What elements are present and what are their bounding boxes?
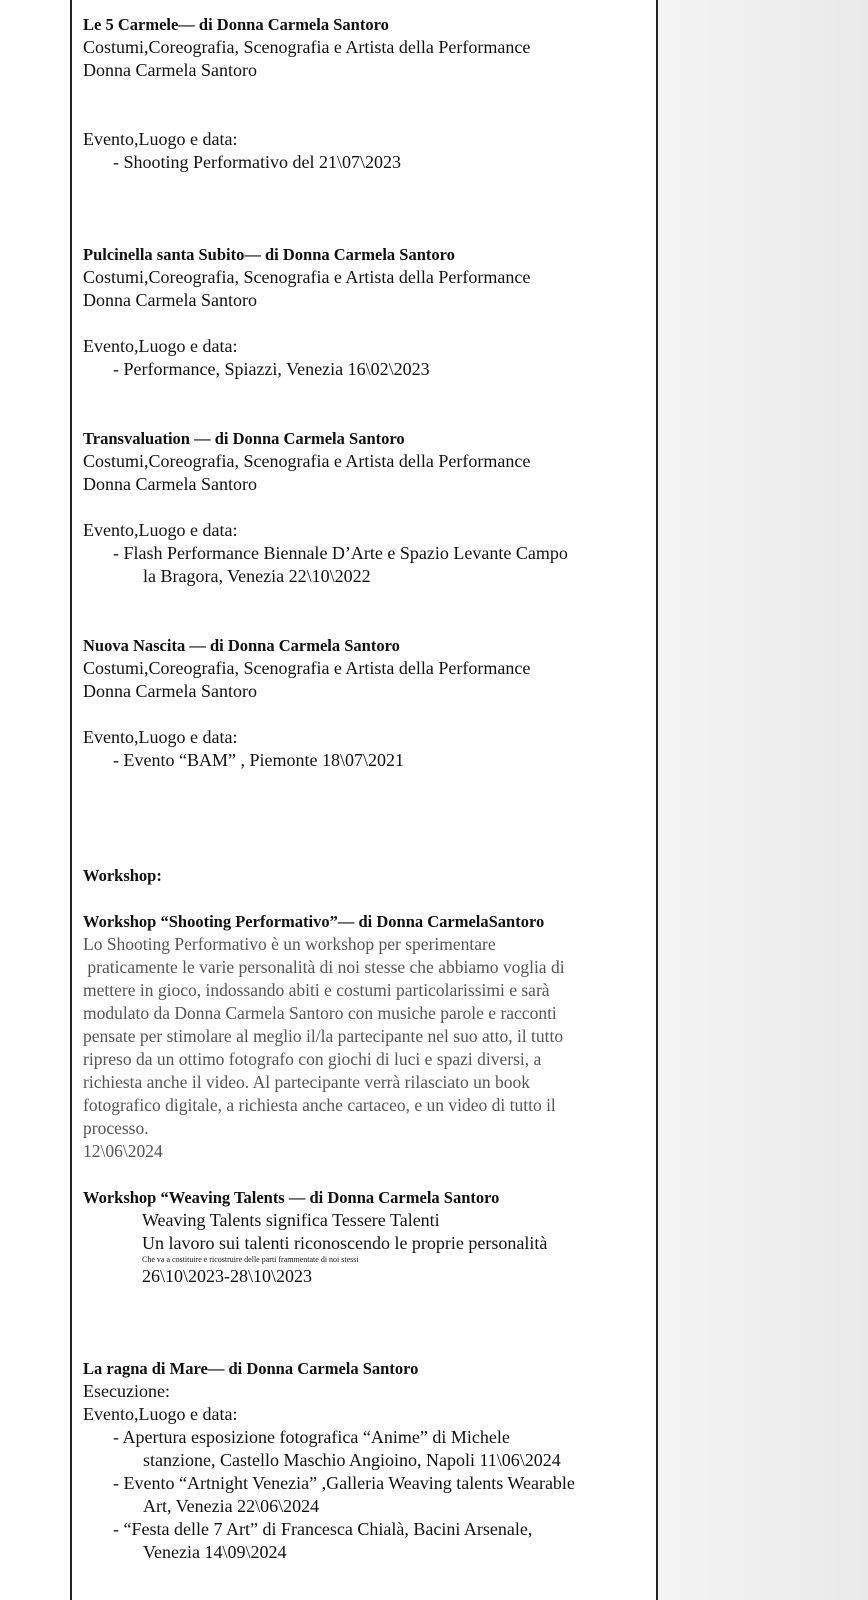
event-item-text: - “Festa delle 7 Art” di Francesca Chialà, Bacini Arsenale,	[113, 1519, 533, 1539]
event-label: Evento,Luogo e data:	[83, 129, 238, 149]
workshop-entry	[83, 910, 653, 1163]
performance-entry	[83, 634, 653, 772]
entry-credits-name: Donna Carmela Santoro	[83, 290, 257, 310]
performance-entry	[83, 13, 653, 174]
event-item-continuation: la Bragora, Venezia 22\10\2022	[143, 566, 371, 586]
event-item-text: - Flash Performance Biennale D’Arte e Spazio Levante Campo	[113, 543, 568, 563]
entry-credits: Costumi,Coreografia, Scenografia e Artista della Performance	[83, 658, 531, 678]
performance-entry	[83, 243, 653, 381]
event-item-text: - Apertura esposizione fotografica “Anime” di Michele	[113, 1427, 510, 1447]
entry-title: Le 5 Carmele— di Donna Carmela Santoro	[83, 15, 389, 34]
workshop-small-note: Che va a costituire e ricostruire delle parti frammentate di noi stessi	[142, 1255, 359, 1264]
event-item	[83, 749, 653, 772]
document-content	[83, 13, 653, 1564]
execution-label: Esecuzione:	[83, 1381, 170, 1401]
workshop-title: Workshop “Weaving Talents — di Donna Carmela Santoro	[83, 1188, 500, 1207]
event-item-text: - Performance, Spiazzi, Venezia 16\02\2023	[113, 359, 430, 379]
event-item-text: - Evento “BAM” , Piemonte 18\07\2021	[113, 750, 404, 770]
workshop-date: 12\06\2024	[83, 1141, 163, 1161]
performance-entry	[83, 1357, 653, 1564]
entry-title: Nuova Nascita — di Donna Carmela Santoro	[83, 636, 400, 655]
entry-credits-name: Donna Carmela Santoro	[83, 474, 257, 494]
event-item-text: - Shooting Performativo del 21\07\2023	[113, 152, 401, 172]
workshop-description-line: fotografico digitale, a richiesta anche cartaceo, e un video di tutto il	[83, 1095, 556, 1115]
event-label: Evento,Luogo e data:	[83, 336, 238, 356]
event-item	[83, 1518, 653, 1564]
event-item-continuation: Art, Venezia 22\06\2024	[143, 1496, 320, 1516]
entry-credits: Costumi,Coreografia, Scenografia e Artista della Performance	[83, 267, 531, 287]
workshop-description-line: ripreso da un ottimo fotografo con giochi di luci e spazi diversi, a	[83, 1049, 542, 1069]
workshop-description-line: processo.	[83, 1118, 149, 1138]
workshop-line: Weaving Talents significa Tessere Talenti	[142, 1210, 440, 1230]
entry-title: Transvaluation — di Donna Carmela Santoro	[83, 429, 405, 448]
workshop-description-line: pensate per stimolare al meglio il/la partecipante nel suo atto, il tutto	[83, 1026, 564, 1046]
event-label: Evento,Luogo e data:	[83, 1404, 238, 1424]
workshop-description-line: richiesta anche il video. Al partecipante verrà rilasciato un book	[83, 1072, 531, 1092]
event-label: Evento,Luogo e data:	[83, 727, 238, 747]
entry-credits: Costumi,Coreografia, Scenografia e Artista della Performance	[83, 37, 531, 57]
workshop-date: 26\10\2023-28\10\2023	[142, 1266, 312, 1286]
entry-credits-name: Donna Carmela Santoro	[83, 60, 257, 80]
entry-credits: Costumi,Coreografia, Scenografia e Artista della Performance	[83, 451, 531, 471]
entry-credits-name: Donna Carmela Santoro	[83, 681, 257, 701]
event-item-continuation: stanzione, Castello Maschio Angioino, Napoli 11\06\2024	[143, 1450, 561, 1470]
workshop-description-line: Lo Shooting Performativo è un workshop per sperimentare	[83, 934, 496, 954]
workshop-description-line: mettere in gioco, indossando abiti e costumi particolarissimi e sarà	[83, 980, 550, 1000]
entry-title: La ragna di Mare— di Donna Carmela Santoro	[83, 1359, 419, 1378]
entry-title: Pulcinella santa Subito— di Donna Carmela Santoro	[83, 245, 455, 264]
workshop-entry	[83, 1186, 653, 1288]
workshop-description-line: modulato da Donna Carmela Santoro con musiche parole e racconti	[83, 1003, 557, 1023]
workshop-description-line: praticamente le varie personalità di noi stesse che abbiamo voglia di	[83, 957, 565, 977]
event-item-continuation: Venezia 14\09\2024	[143, 1542, 287, 1562]
event-item	[83, 542, 653, 588]
event-label: Evento,Luogo e data:	[83, 520, 238, 540]
event-item	[83, 1472, 653, 1518]
event-item	[83, 358, 653, 381]
event-item	[83, 1426, 653, 1472]
workshop-title: Workshop “Shooting Performativo”— di Donna CarmelaSantoro	[83, 912, 545, 931]
performance-entry	[83, 427, 653, 588]
workshop-line: Un lavoro sui talenti riconoscendo le proprie personalità	[142, 1233, 548, 1253]
event-item	[83, 151, 653, 174]
event-item-text: - Evento “Artnight Venezia” ,Galleria Weaving talents Wearable	[113, 1473, 575, 1493]
workshop-heading: Workshop:	[83, 866, 162, 885]
